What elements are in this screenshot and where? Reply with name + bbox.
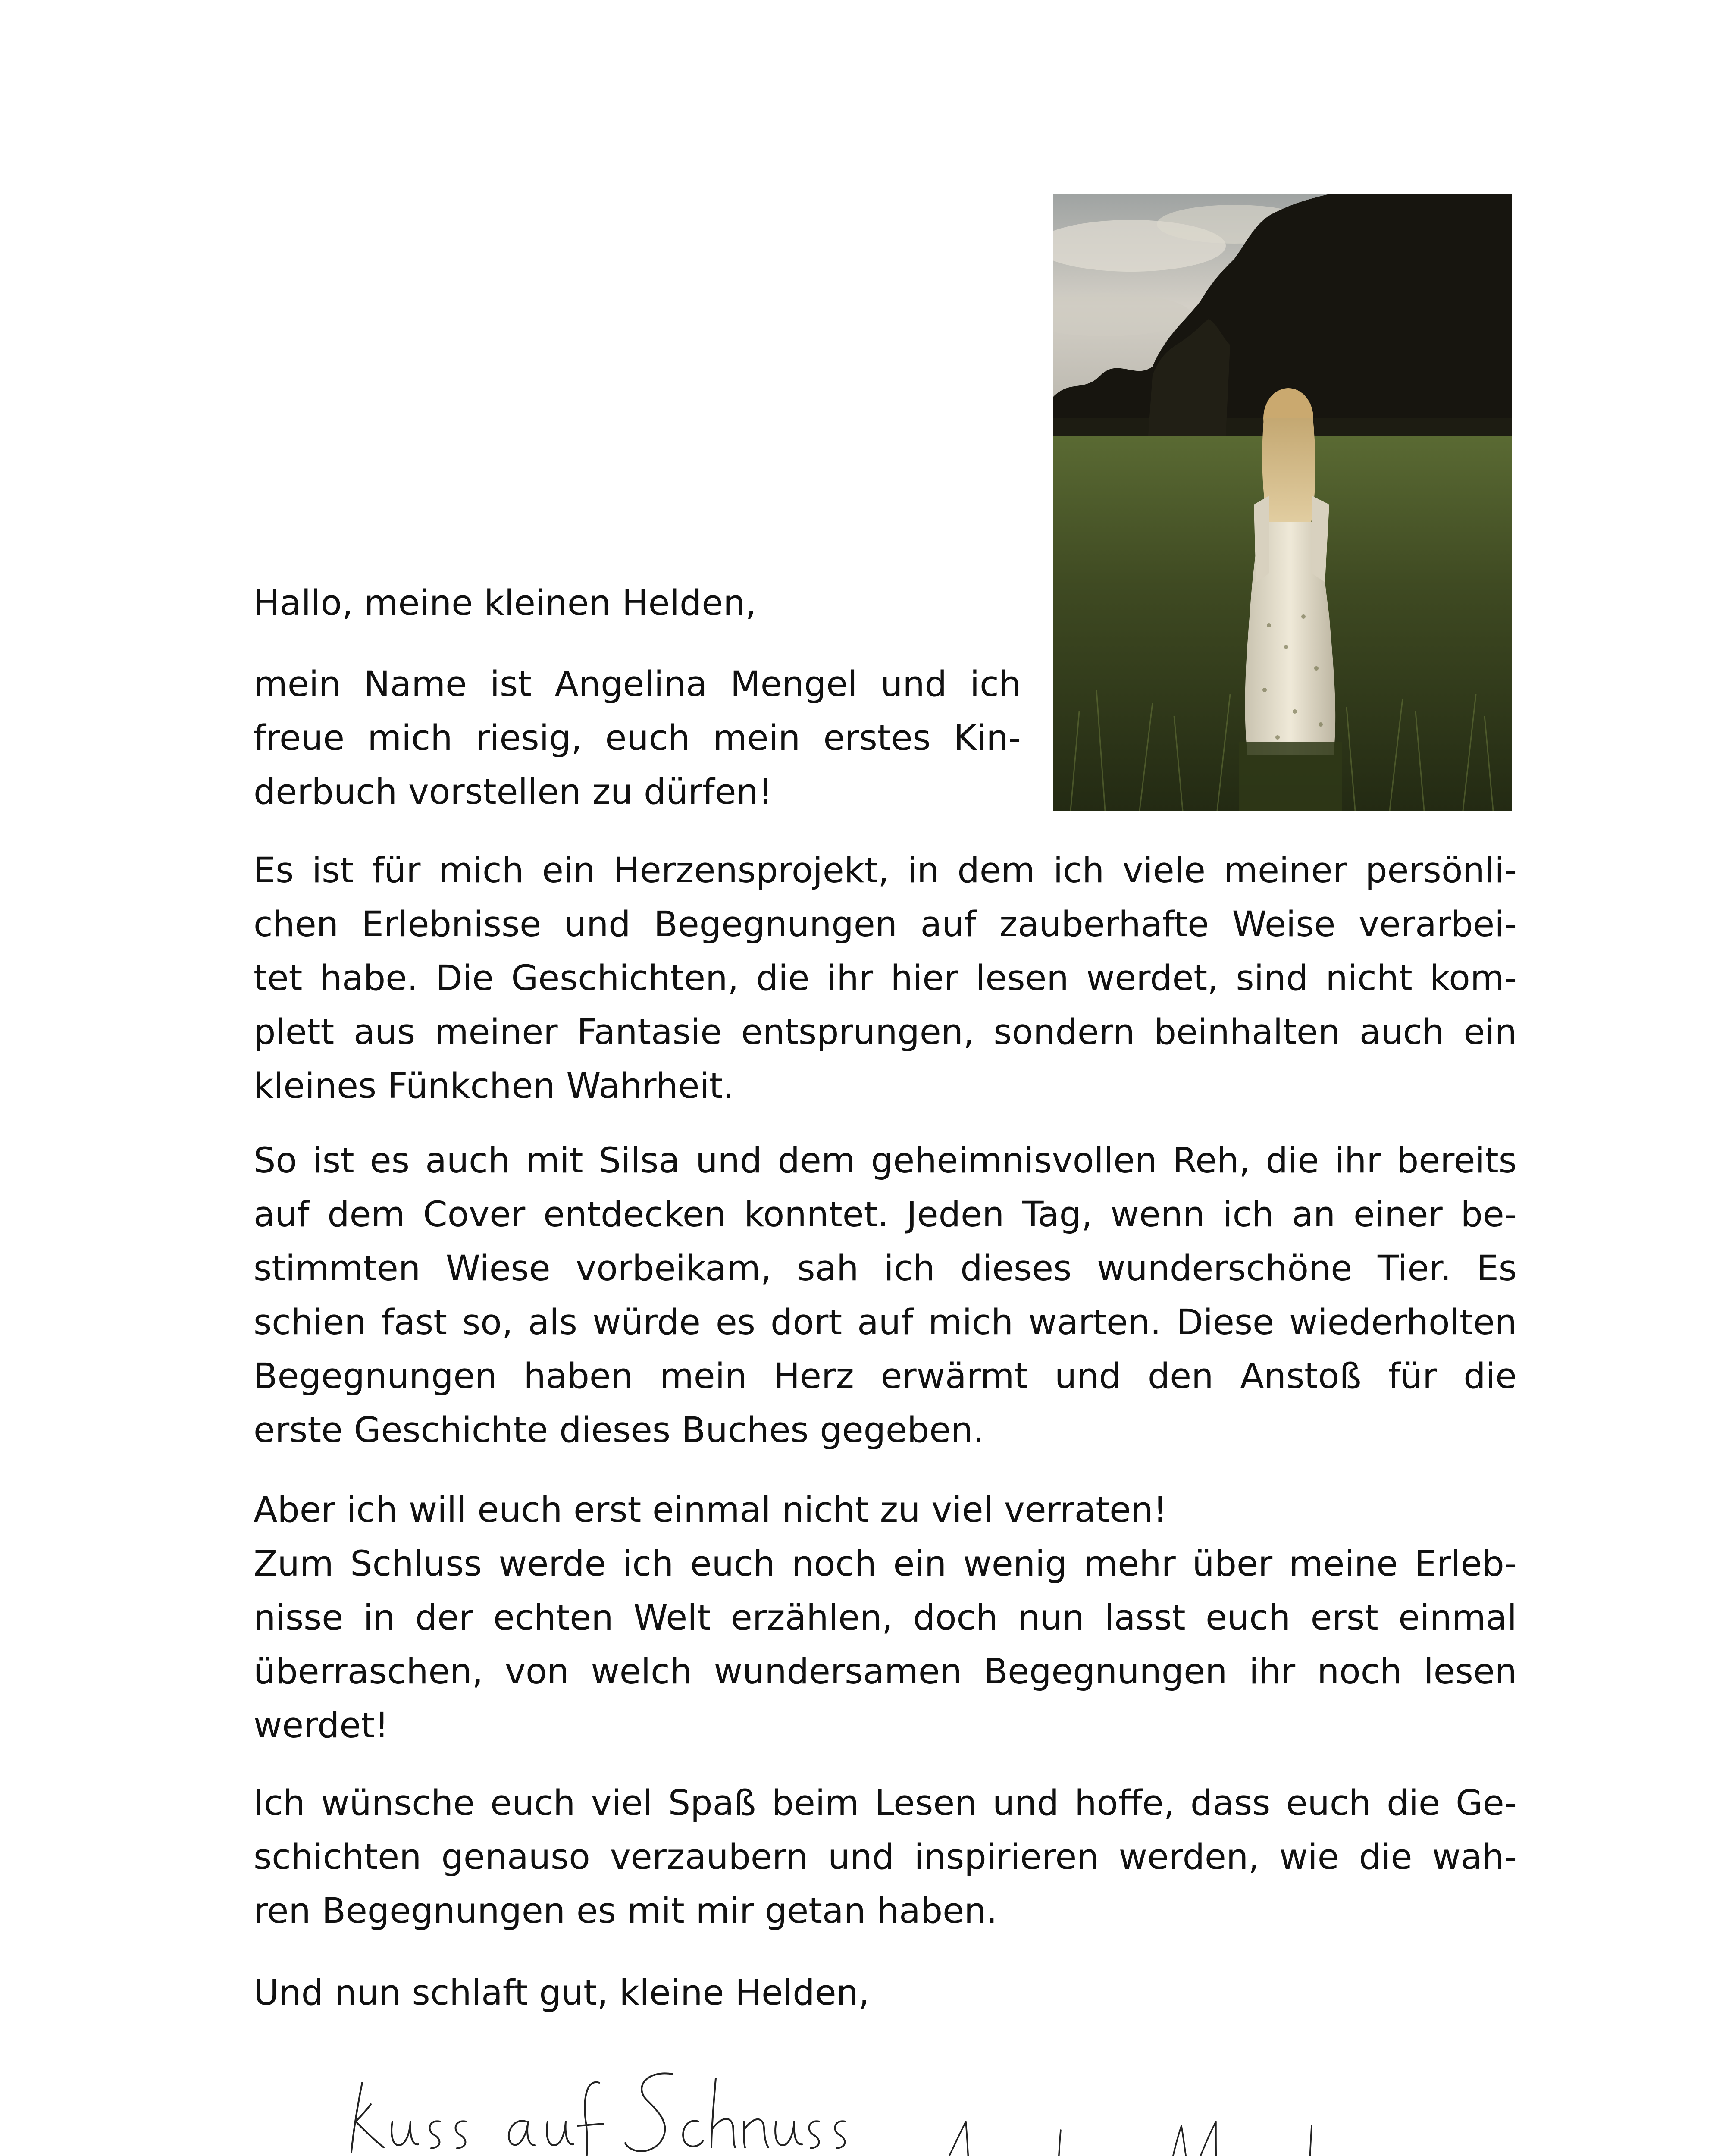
paragraph-heart-project (254, 844, 1517, 1113)
text-line: So ist es auch mit Silsa und dem geheimnisvollen Reh, die ihr bereits (254, 1141, 1517, 1181)
greeting (254, 577, 1051, 630)
author-photo (1053, 194, 1512, 811)
text-line: Aber ich will euch erst einmal nicht zu viel verraten! (254, 1490, 1167, 1530)
text-line: Es ist für mich ein Herzensprojekt, in dem ich viele meiner persönli- (254, 850, 1517, 891)
paragraph-intro (254, 658, 1021, 819)
text-line: tet habe. Die Geschichten, die ihr hier lesen werdet, sind nicht kom- (254, 958, 1517, 999)
text-line: erste Geschichte dieses Buches gegeben. (254, 1410, 984, 1451)
handwritten-farewell (345, 2065, 854, 2156)
author-signature (918, 2113, 1315, 2156)
handwriting-farewell-icon (345, 2065, 854, 2156)
greeting-line: Hallo, meine kleinen Helden, (254, 583, 757, 624)
closing-text: Und nun schlaft gut, kleine Helden, (254, 1973, 870, 2013)
handwriting-signature-icon (918, 2113, 1315, 2156)
paragraph-teaser (254, 1483, 1517, 1753)
text-line: Ich wünsche euch viel Spaß beim Lesen und hoffe, dass euch die Ge- (254, 1783, 1517, 1824)
text-line: mein Name ist Angelina Mengel und ich (254, 664, 1021, 705)
text-line: plett aus meiner Fantasie entsprungen, sondern beinhalten auch ein (254, 1012, 1517, 1053)
text-line: nisse in der echten Welt erzählen, doch nun lasst euch erst einmal (254, 1598, 1517, 1638)
closing-line (254, 1966, 1517, 2020)
text-line: überraschen, von welch wundersamen Begegnungen ihr noch lesen (254, 1651, 1517, 1692)
text-line: ren Begegnungen es mit mir getan haben. (254, 1891, 998, 1931)
text-line: stimmten Wiese vorbeikam, sah ich dieses wunderschöne Tier. Es (254, 1248, 1517, 1289)
text-line: schien fast so, als würde es dort auf mich warten. Diese wiederholten (254, 1302, 1517, 1343)
text-line: schichten genauso verzaubern und inspirieren werden, wie die wah- (254, 1837, 1517, 1877)
text-line: freue mich riesig, euch mein erstes Kin- (254, 718, 1021, 758)
text-line: derbuch vorstellen zu dürfen! (254, 772, 773, 812)
text-line: kleines Fünkchen Wahrheit. (254, 1066, 734, 1106)
paragraph-silsa (254, 1134, 1517, 1457)
text-line: werdet! (254, 1705, 389, 1746)
paragraph-wishes (254, 1777, 1517, 1938)
text-line: Begegnungen haben mein Herz erwärmt und den Anstoß für die (254, 1356, 1517, 1397)
portrait-photo-icon (1053, 194, 1512, 811)
text-line: chen Erlebnisse und Begegnungen auf zauberhafte Weise verarbei- (254, 904, 1517, 945)
text-line: auf dem Cover entdecken konntet. Jeden Tag, wenn ich an einer be- (254, 1194, 1517, 1235)
text-line: Zum Schluss werde ich euch noch ein wenig mehr über meine Erleb- (254, 1544, 1517, 1584)
